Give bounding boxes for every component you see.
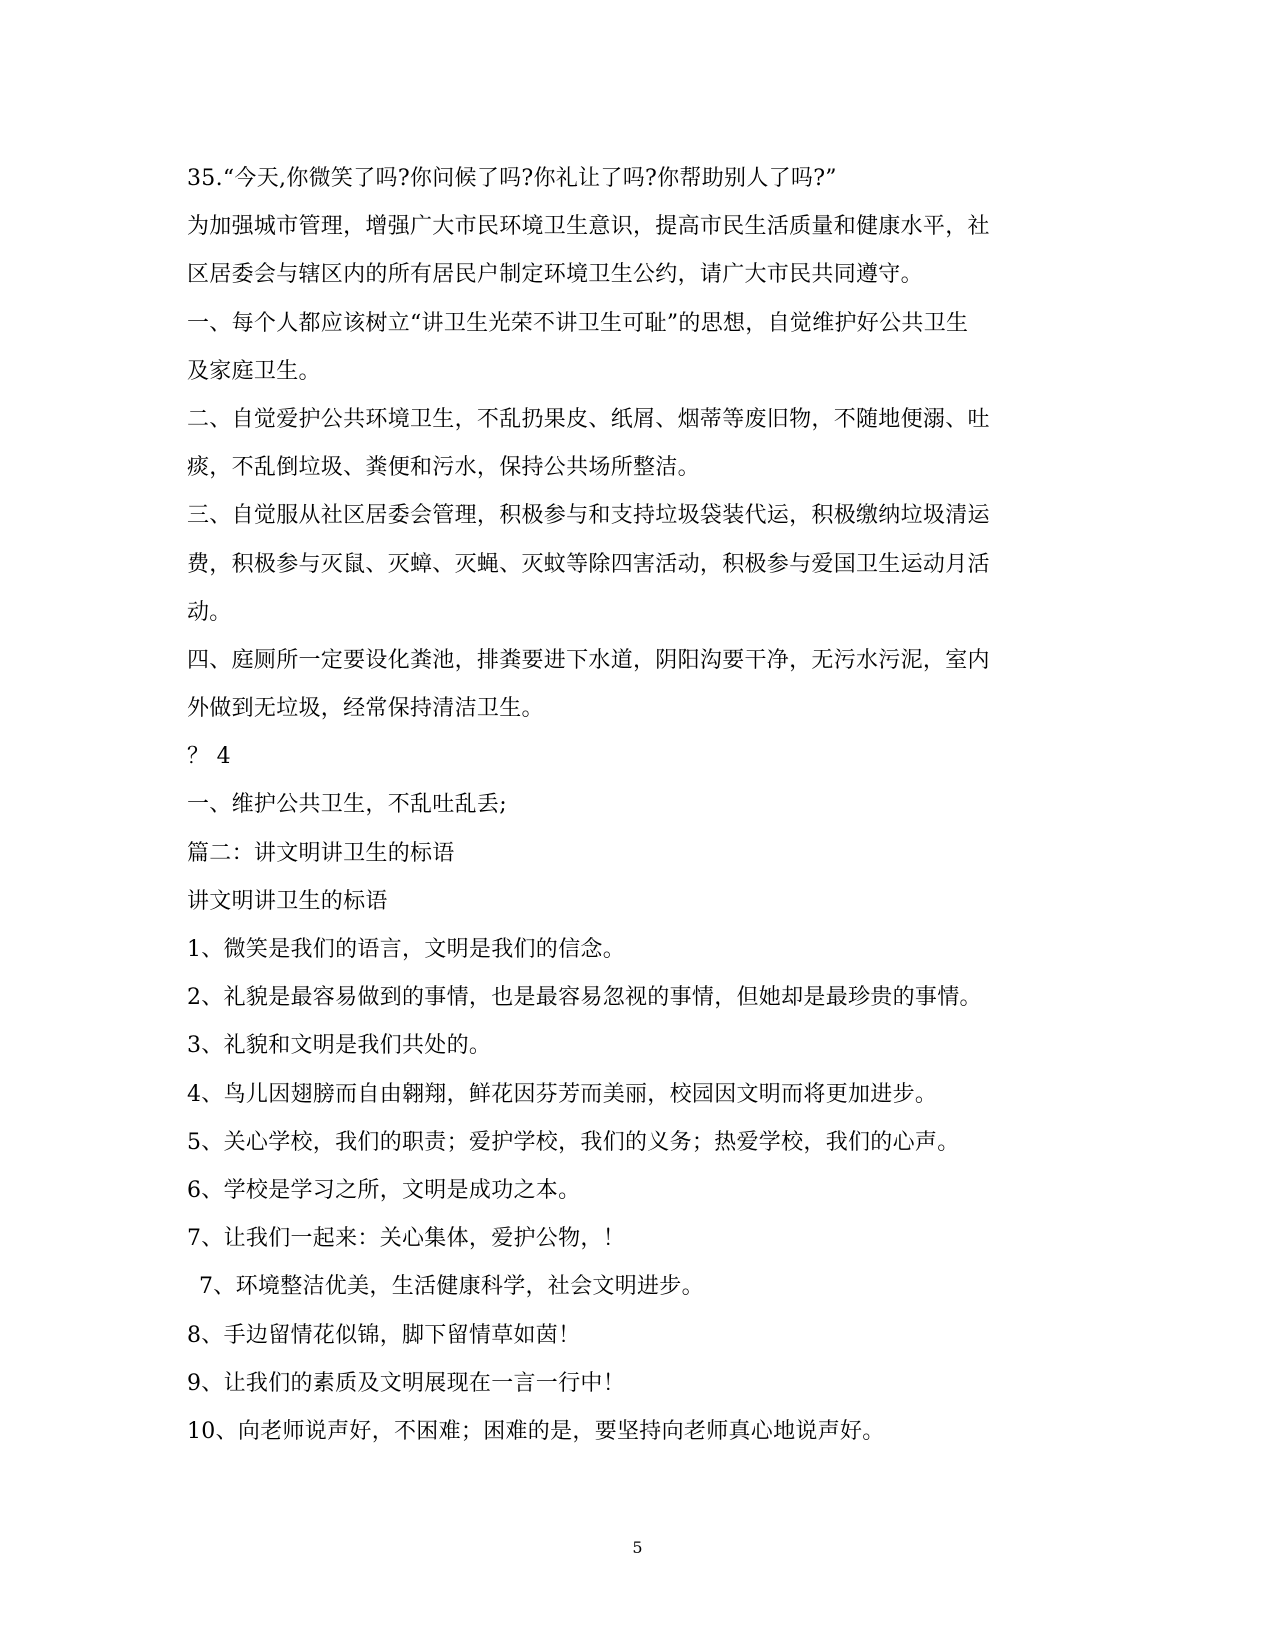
slogan-10: 10、向老师说声好，不困难；困难的是，要坚持向老师真心地说声好。 [187, 1418, 885, 1444]
text-line-1: 35.“今天,你微笑了吗?你问候了吗?你礼让了吗?你帮助别人了吗?” [187, 166, 837, 191]
section-subtitle: 讲文明讲卫生的标语 [187, 888, 388, 914]
text-line-9: 费，积极参与灭鼠、灭蟑、灭蝇、灭蚊等除四害活动，积极参与爱国卫生运动月活 [187, 551, 990, 577]
text-line-7: 痰，不乱倒垃圾、粪便和污水，保持公共场所整洁。 [187, 455, 700, 481]
text-line-13: ？ 4 [187, 744, 231, 770]
section-heading: 篇二：讲文明讲卫生的标语 [187, 840, 455, 866]
text-line-6: 二、自觉爱护公共环境卫生，不乱扔果皮、纸屑、烟蒂等废旧物，不随地便溺、吐 [187, 406, 990, 432]
slogan-5: 5、关心学校，我们的职责；爱护学校，我们的义务；热爱学校，我们的心声。 [187, 1129, 960, 1155]
text-line-8: 三、自觉服从社区居委会管理，积极参与和支持垃圾袋装代运，积极缴纳垃圾清运 [187, 503, 990, 529]
slogan-1: 1、微笑是我们的语言，文明是我们的信念。 [187, 937, 625, 962]
text-line-11: 四、庭厕所一定要设化粪池，排粪要进下水道，阴阳沟要干净，无污水污泥，室内 [187, 647, 990, 673]
slogan-3: 3、礼貌和文明是我们共处的。 [187, 1033, 492, 1059]
page-number: 5 [632, 1538, 643, 1557]
document-body [187, 155, 1087, 1456]
text-line-12: 外做到无垃圾，经常保持清洁卫生。 [187, 696, 544, 722]
slogan-4: 4、鸟儿因翅膀而自由翱翔，鲜花因芬芳而美丽，校园因文明而将更加进步。 [187, 1081, 938, 1107]
slogan-6: 6、学校是学习之所，文明是成功之本。 [187, 1177, 581, 1203]
slogan-8: 8、手边留情花似锦，脚下留情草如茵！ [187, 1322, 581, 1348]
slogan-2: 2、礼貌是最容易做到的事情，也是最容易忽视的事情，但她却是最珍贵的事情。 [187, 985, 982, 1011]
text-line-10: 动。 [187, 599, 232, 625]
text-line-3: 区居委会与辖区内的所有居民户制定环境卫生公约，请广大市民共同遵守。 [187, 262, 923, 288]
text-line-5: 及家庭卫生。 [187, 358, 321, 384]
text-line-2: 为加强城市管理，增强广大市民环境卫生意识，提高市民生活质量和健康水平，社 [187, 214, 990, 240]
slogan-7a: 7、让我们一起来：关心集体，爱护公物，！ [187, 1226, 625, 1252]
text-line-14: 一、维护公共卫生，不乱吐乱丢; [187, 792, 507, 818]
slogan-9: 9、让我们的素质及文明展现在一言一行中！ [187, 1370, 625, 1396]
text-line-4: 一、每个人都应该树立“讲卫生光荣不讲卫生可耻”的思想，自觉维护好公共卫生 [187, 310, 969, 336]
slogan-7b: 7、环境整洁优美，生活健康科学，社会文明进步。 [199, 1274, 704, 1300]
